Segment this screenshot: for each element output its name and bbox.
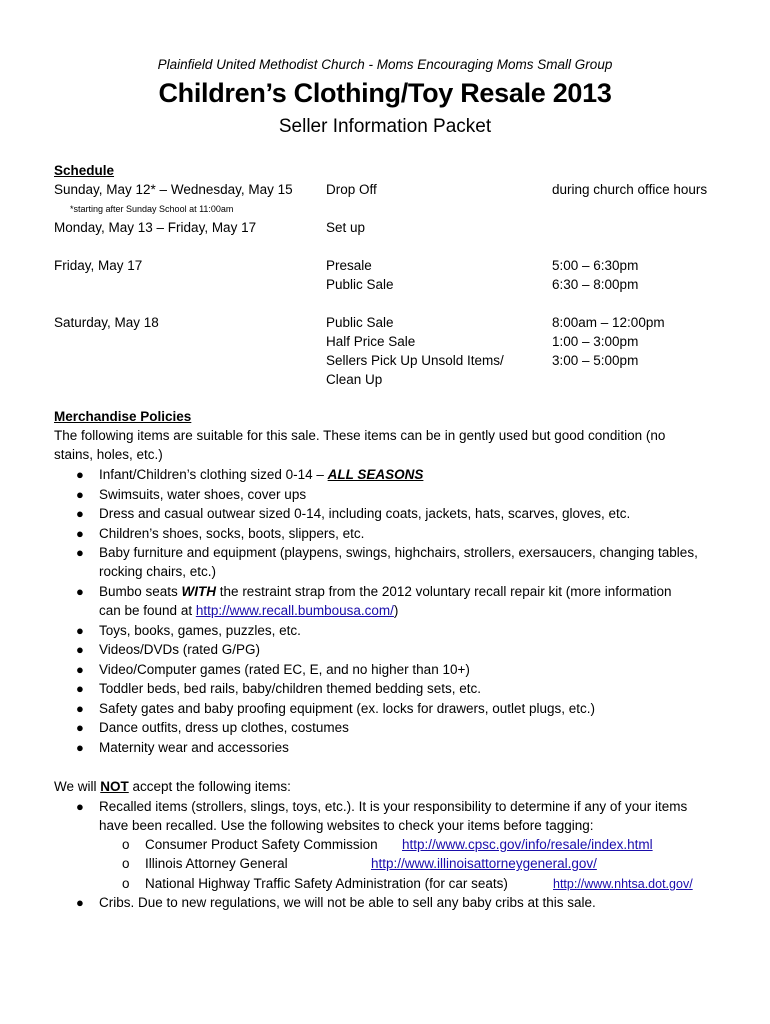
schedule-event: Sellers Pick Up Unsold Items/ (326, 353, 504, 368)
list-item-text: Infant/Children’s clothing sized 0-14 – (99, 467, 328, 482)
bullet-icon: ● (76, 642, 84, 657)
schedule-event: Public Sale (326, 315, 394, 330)
lead-text: accept the following items: (128, 779, 291, 794)
sub-bullet-icon: o (122, 837, 130, 852)
sub-list-item: Consumer Product Safety Commission (145, 837, 378, 852)
organization-name: Plainfield United Methodist Church - Moms Encouraging Moms Small Group (157, 57, 613, 72)
list-item: Cribs. Due to new regulations, we will not be able to sell any baby cribs at this sale. (99, 895, 596, 910)
list-item: have been recalled. Use the following websites to check your items before tagging: (99, 818, 594, 833)
list-item (99, 601, 398, 620)
bullet-icon: ● (76, 623, 84, 638)
not-accept-lead (54, 777, 291, 796)
list-item (99, 465, 423, 484)
schedule-event: Set up (326, 220, 366, 235)
sub-bullet-icon: o (122, 856, 130, 871)
bullet-icon: ● (76, 467, 84, 482)
schedule-event: Public Sale (326, 277, 394, 292)
schedule-time: 5:00 – 6:30pm (552, 258, 639, 273)
list-item: Dress and casual outwear sized 0-14, including coats, jackets, hats, scarves, gloves, etc. (99, 506, 631, 521)
sub-list-item: Illinois Attorney General (145, 856, 288, 871)
list-item: Swimsuits, water shoes, cover ups (99, 487, 307, 502)
bullet-icon: ● (76, 526, 84, 541)
list-item: Baby furniture and equipment (playpens, swings, highchairs, strollers, exersaucers, changing tables, (99, 545, 698, 560)
schedule-day: Monday, May 13 – Friday, May 17 (54, 220, 257, 235)
emphasis-text: WITH (181, 584, 217, 599)
sub-bullet-icon: o (122, 876, 130, 891)
merchandise-intro: The following items are suitable for this sale. These items can be in gently used but good condition (no (54, 428, 666, 443)
schedule-day: Sunday, May 12* – Wednesday, May 15 (54, 182, 293, 197)
emphasis-text: ALL SEASONS (327, 467, 424, 482)
bullet-icon: ● (76, 895, 84, 910)
sub-list-item: National Highway Traffic Safety Administration (for car seats) (145, 876, 508, 891)
emphasis-text: NOT (100, 779, 129, 794)
bullet-icon: ● (76, 740, 84, 755)
bullet-icon: ● (76, 701, 84, 716)
bullet-icon: ● (76, 720, 84, 735)
list-item-text: can be found at (99, 603, 196, 618)
merchandise-intro: stains, holes, etc.) (54, 447, 163, 462)
schedule-event: Clean Up (326, 372, 383, 387)
schedule-note: *starting after Sunday School at 11:00am (70, 204, 234, 214)
list-item: Safety gates and baby proofing equipment (ex. locks for drawers, outlet plugs, etc.) (99, 701, 596, 716)
list-item-text: the restraint strap from the 2012 voluntary recall repair kit (more information (216, 584, 672, 599)
list-item: Toys, books, games, puzzles, etc. (99, 623, 301, 638)
bullet-icon: ● (76, 487, 84, 502)
merchandise-heading: Merchandise Policies (54, 409, 192, 424)
schedule-event: Drop Off (326, 182, 377, 197)
list-item: Videos/DVDs (rated G/PG) (99, 642, 261, 657)
schedule-time: 8:00am – 12:00pm (552, 315, 665, 330)
list-item: Toddler beds, bed rails, baby/children themed bedding sets, etc. (99, 681, 481, 696)
bumbo-recall-link[interactable]: http://www.recall.bumbousa.com/ (195, 603, 394, 618)
cpsc-link[interactable]: http://www.cpsc.gov/info/resale/index.html (402, 837, 653, 852)
list-item: rocking chairs, etc.) (99, 564, 217, 579)
list-item: Recalled items (strollers, slings, toys, etc.). It is your responsibility to determine if any of your items (99, 799, 688, 814)
list-item-text: ) (393, 603, 399, 618)
bullet-icon: ● (76, 584, 84, 599)
lead-text: We will (54, 779, 101, 794)
illinois-ag-link[interactable]: http://www.illinoisattorneygeneral.gov/ (371, 856, 597, 871)
list-item (99, 582, 672, 601)
schedule-time: 1:00 – 3:00pm (552, 334, 639, 349)
bullet-icon: ● (76, 506, 84, 521)
schedule-heading: Schedule (54, 163, 115, 178)
schedule-event: Presale (326, 258, 372, 273)
schedule-day: Saturday, May 18 (54, 315, 159, 330)
page-title: Children’s Clothing/Toy Resale 2013 (158, 78, 612, 108)
list-item: Maternity wear and accessories (99, 740, 289, 755)
schedule-event: Half Price Sale (326, 334, 416, 349)
nhtsa-link[interactable]: http://www.nhtsa.dot.gov/ (553, 877, 693, 891)
list-item: Children’s shoes, socks, boots, slippers, etc. (99, 526, 365, 541)
bullet-icon: ● (76, 681, 84, 696)
list-item: Video/Computer games (rated EC, E, and no higher than 10+) (99, 662, 470, 677)
schedule-time: 6:30 – 8:00pm (552, 277, 639, 292)
list-item-text: Bumbo seats (99, 584, 182, 599)
schedule-time: during church office hours (552, 182, 708, 197)
bullet-icon: ● (76, 662, 84, 677)
bullet-icon: ● (76, 799, 84, 814)
schedule-time: 3:00 – 5:00pm (552, 353, 639, 368)
list-item: Dance outfits, dress up clothes, costumes (99, 720, 349, 735)
schedule-day: Friday, May 17 (54, 258, 143, 273)
page-subtitle: Seller Information Packet (278, 116, 492, 137)
bullet-icon: ● (76, 545, 84, 560)
